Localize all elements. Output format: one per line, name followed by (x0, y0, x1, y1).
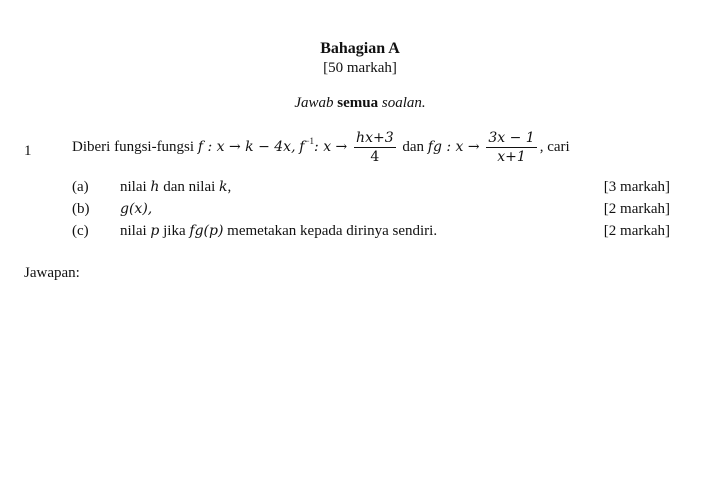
part-a-word-nilai: nilai (120, 179, 147, 195)
answer-label: Jawapan: (24, 265, 80, 281)
stem-prefix: Diberi fungsi-fungsi (72, 138, 195, 155)
part-b-label: (b) (72, 201, 90, 217)
part-c-rest: memetakan kepada dirinya sendiri. (227, 223, 438, 239)
part-c-var-p: p (150, 223, 160, 239)
section-title: Bahagian A (320, 40, 400, 57)
stem-suffix: , cari (539, 138, 570, 155)
finverse-name: f (299, 138, 305, 155)
fg-fraction (486, 130, 536, 165)
instruction-word-jawab: Jawab (294, 95, 334, 111)
part-c-fg-of-p: fg(p) (189, 223, 224, 239)
part-c-word-jika: jika (163, 223, 186, 239)
and-word: dan (402, 138, 425, 155)
part-c-label: (c) (72, 223, 89, 239)
instruction-word-soalan: soalan. (381, 95, 426, 111)
part-b-text: g(x), (120, 201, 153, 217)
finverse-denominator: 4 (370, 149, 380, 165)
finverse-map: : x → (314, 138, 348, 155)
f-definition: f : x → k − 4x, (197, 138, 296, 155)
part-a-var-h: h (150, 179, 160, 195)
part-a-text (120, 179, 231, 196)
finverse-numerator: hx+3 (356, 130, 394, 146)
part-b-marks: [2 markah] (603, 201, 670, 217)
part-a-label: (a) (72, 179, 89, 195)
part-a-comma: , (227, 179, 232, 195)
part-c-marks: [2 markah] (603, 223, 670, 239)
part-c-text (120, 223, 437, 240)
finverse-superscript: −1 (304, 135, 315, 146)
question-number: 1 (24, 143, 32, 159)
fg-denominator: x+1 (497, 149, 526, 165)
fg-numerator: 3x − 1 (488, 130, 535, 146)
part-c-word-nilai: nilai (120, 223, 147, 239)
finverse-fraction (354, 130, 396, 165)
part-a-word-dan-nilai: dan nilai (163, 179, 216, 195)
fg-map: fg : x → (427, 138, 480, 155)
part-a-var-k: k (219, 179, 228, 195)
instruction (0, 95, 720, 112)
question-stem (72, 130, 570, 165)
instruction-word-semua: semua (337, 95, 379, 111)
section-total-marks: [50 markah] (323, 60, 397, 76)
part-a-marks: [3 markah] (603, 179, 670, 195)
